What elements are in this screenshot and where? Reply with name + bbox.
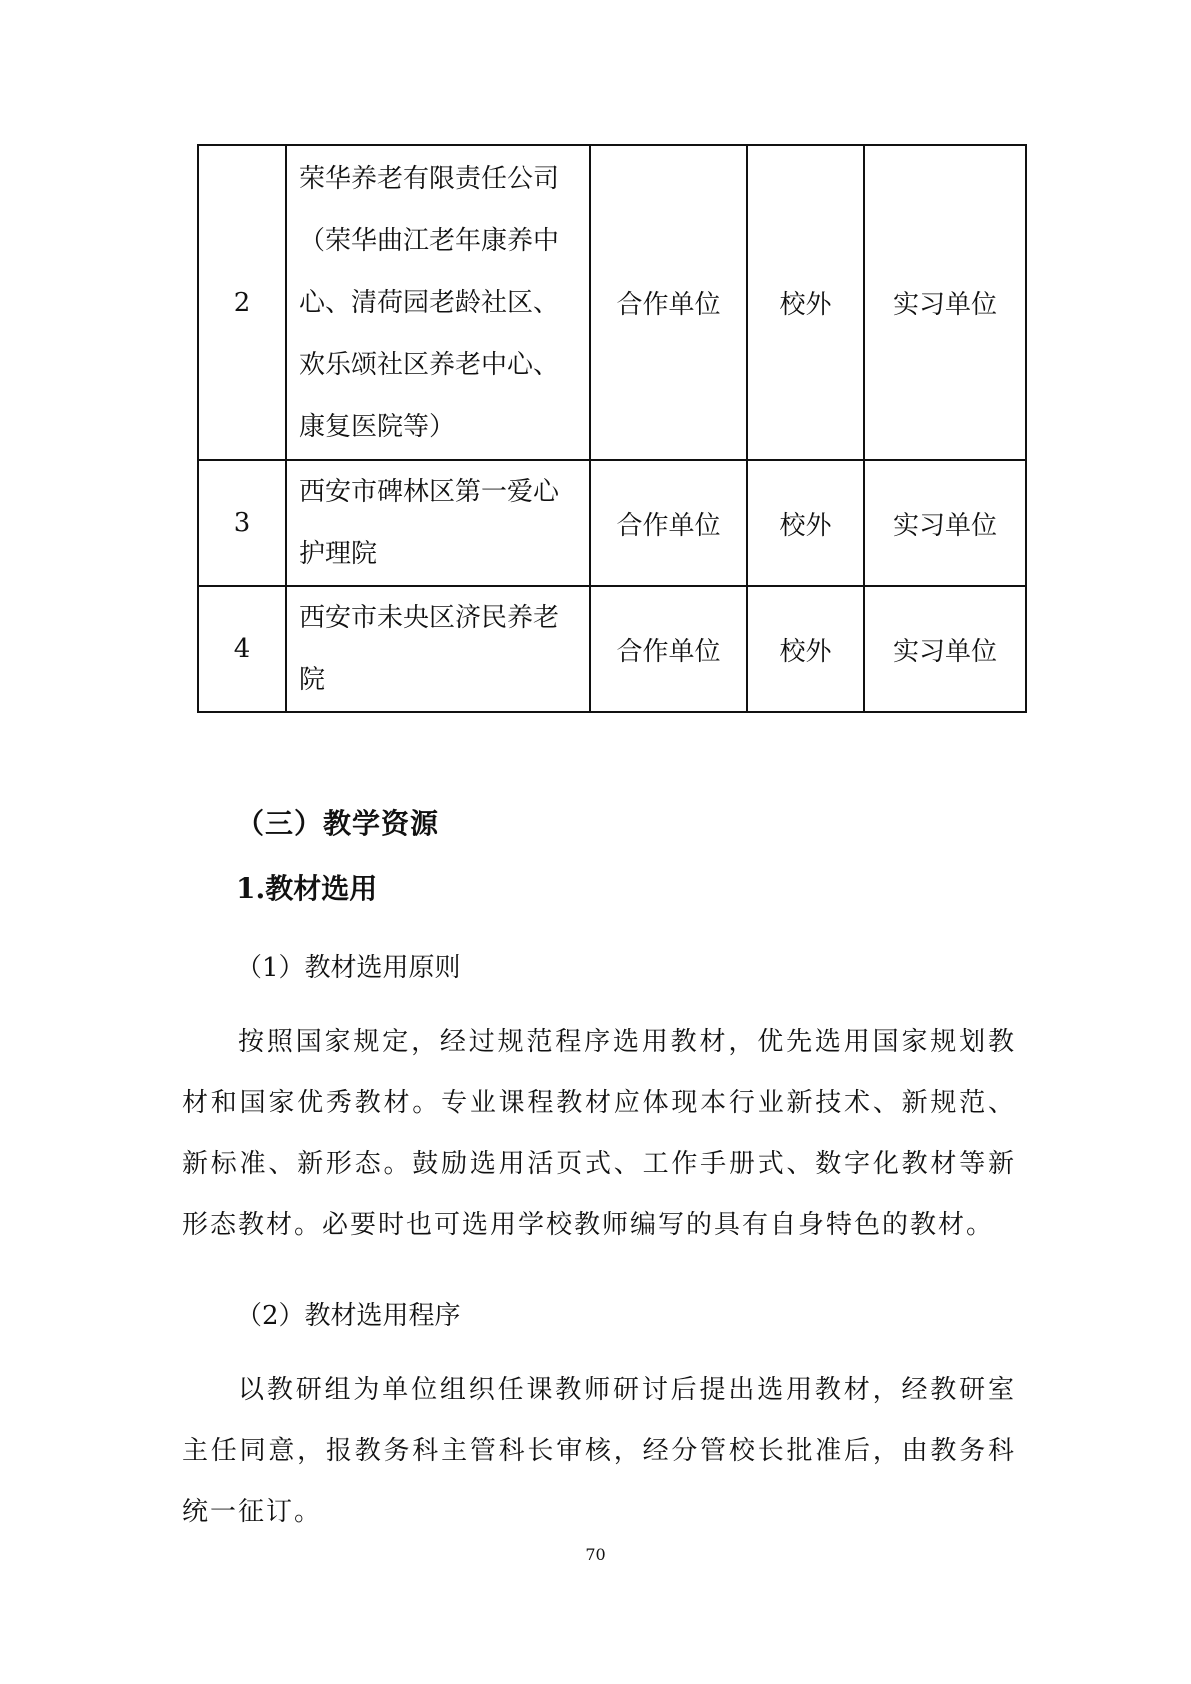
unit-nature: 合作单位 bbox=[590, 586, 747, 712]
unit-name: 西安市碑林区第一爱心护理院 bbox=[286, 460, 590, 586]
table-row bbox=[198, 145, 1026, 460]
practice-units-table bbox=[197, 144, 1027, 713]
item1-title: （1）教材选用原则 bbox=[236, 953, 461, 983]
row-number: 3 bbox=[198, 460, 286, 586]
section-heading: （三）教学资源 bbox=[236, 807, 440, 840]
table-row bbox=[198, 586, 1026, 712]
item2-title: （2）教材选用程序 bbox=[236, 1301, 461, 1331]
unit-function: 实习单位 bbox=[864, 586, 1026, 712]
unit-location: 校外 bbox=[747, 145, 864, 460]
unit-name: 荣华养老有限责任公司（荣华曲江老年康养中心、清荷园老龄社区、欢乐颂社区养老中心、康复医院等） bbox=[286, 145, 590, 460]
table-row bbox=[198, 460, 1026, 586]
unit-location: 校外 bbox=[747, 586, 864, 712]
unit-function: 实习单位 bbox=[864, 460, 1026, 586]
item1-paragraph: 按照国家规定，经过规范程序选用教材，优先选用国家规划教材和国家优秀教材。专业课程教材应体现本行业新技术、新规范、新标准、新形态。鼓励选用活页式、工作手册式、数字化教材等新形态教材。必要时也可选用学校教师编写的具有自身特色的教材。 bbox=[182, 1027, 1016, 1240]
unit-nature: 合作单位 bbox=[590, 460, 747, 586]
unit-location: 校外 bbox=[747, 460, 864, 586]
subsection-heading: 1.教材选用 bbox=[236, 872, 378, 905]
unit-name: 西安市未央区济民养老院 bbox=[286, 586, 590, 712]
unit-nature: 合作单位 bbox=[590, 145, 747, 460]
row-number: 4 bbox=[198, 586, 286, 712]
item2-paragraph: 以教研组为单位组织任课教师研讨后提出选用教材，经教研室主任同意，报教务科主管科长审核，经分管校长批准后，由教务科统一征订。 bbox=[182, 1375, 1016, 1527]
unit-function: 实习单位 bbox=[864, 145, 1026, 460]
page-number: 70 bbox=[585, 1545, 606, 1564]
row-number: 2 bbox=[198, 145, 286, 460]
